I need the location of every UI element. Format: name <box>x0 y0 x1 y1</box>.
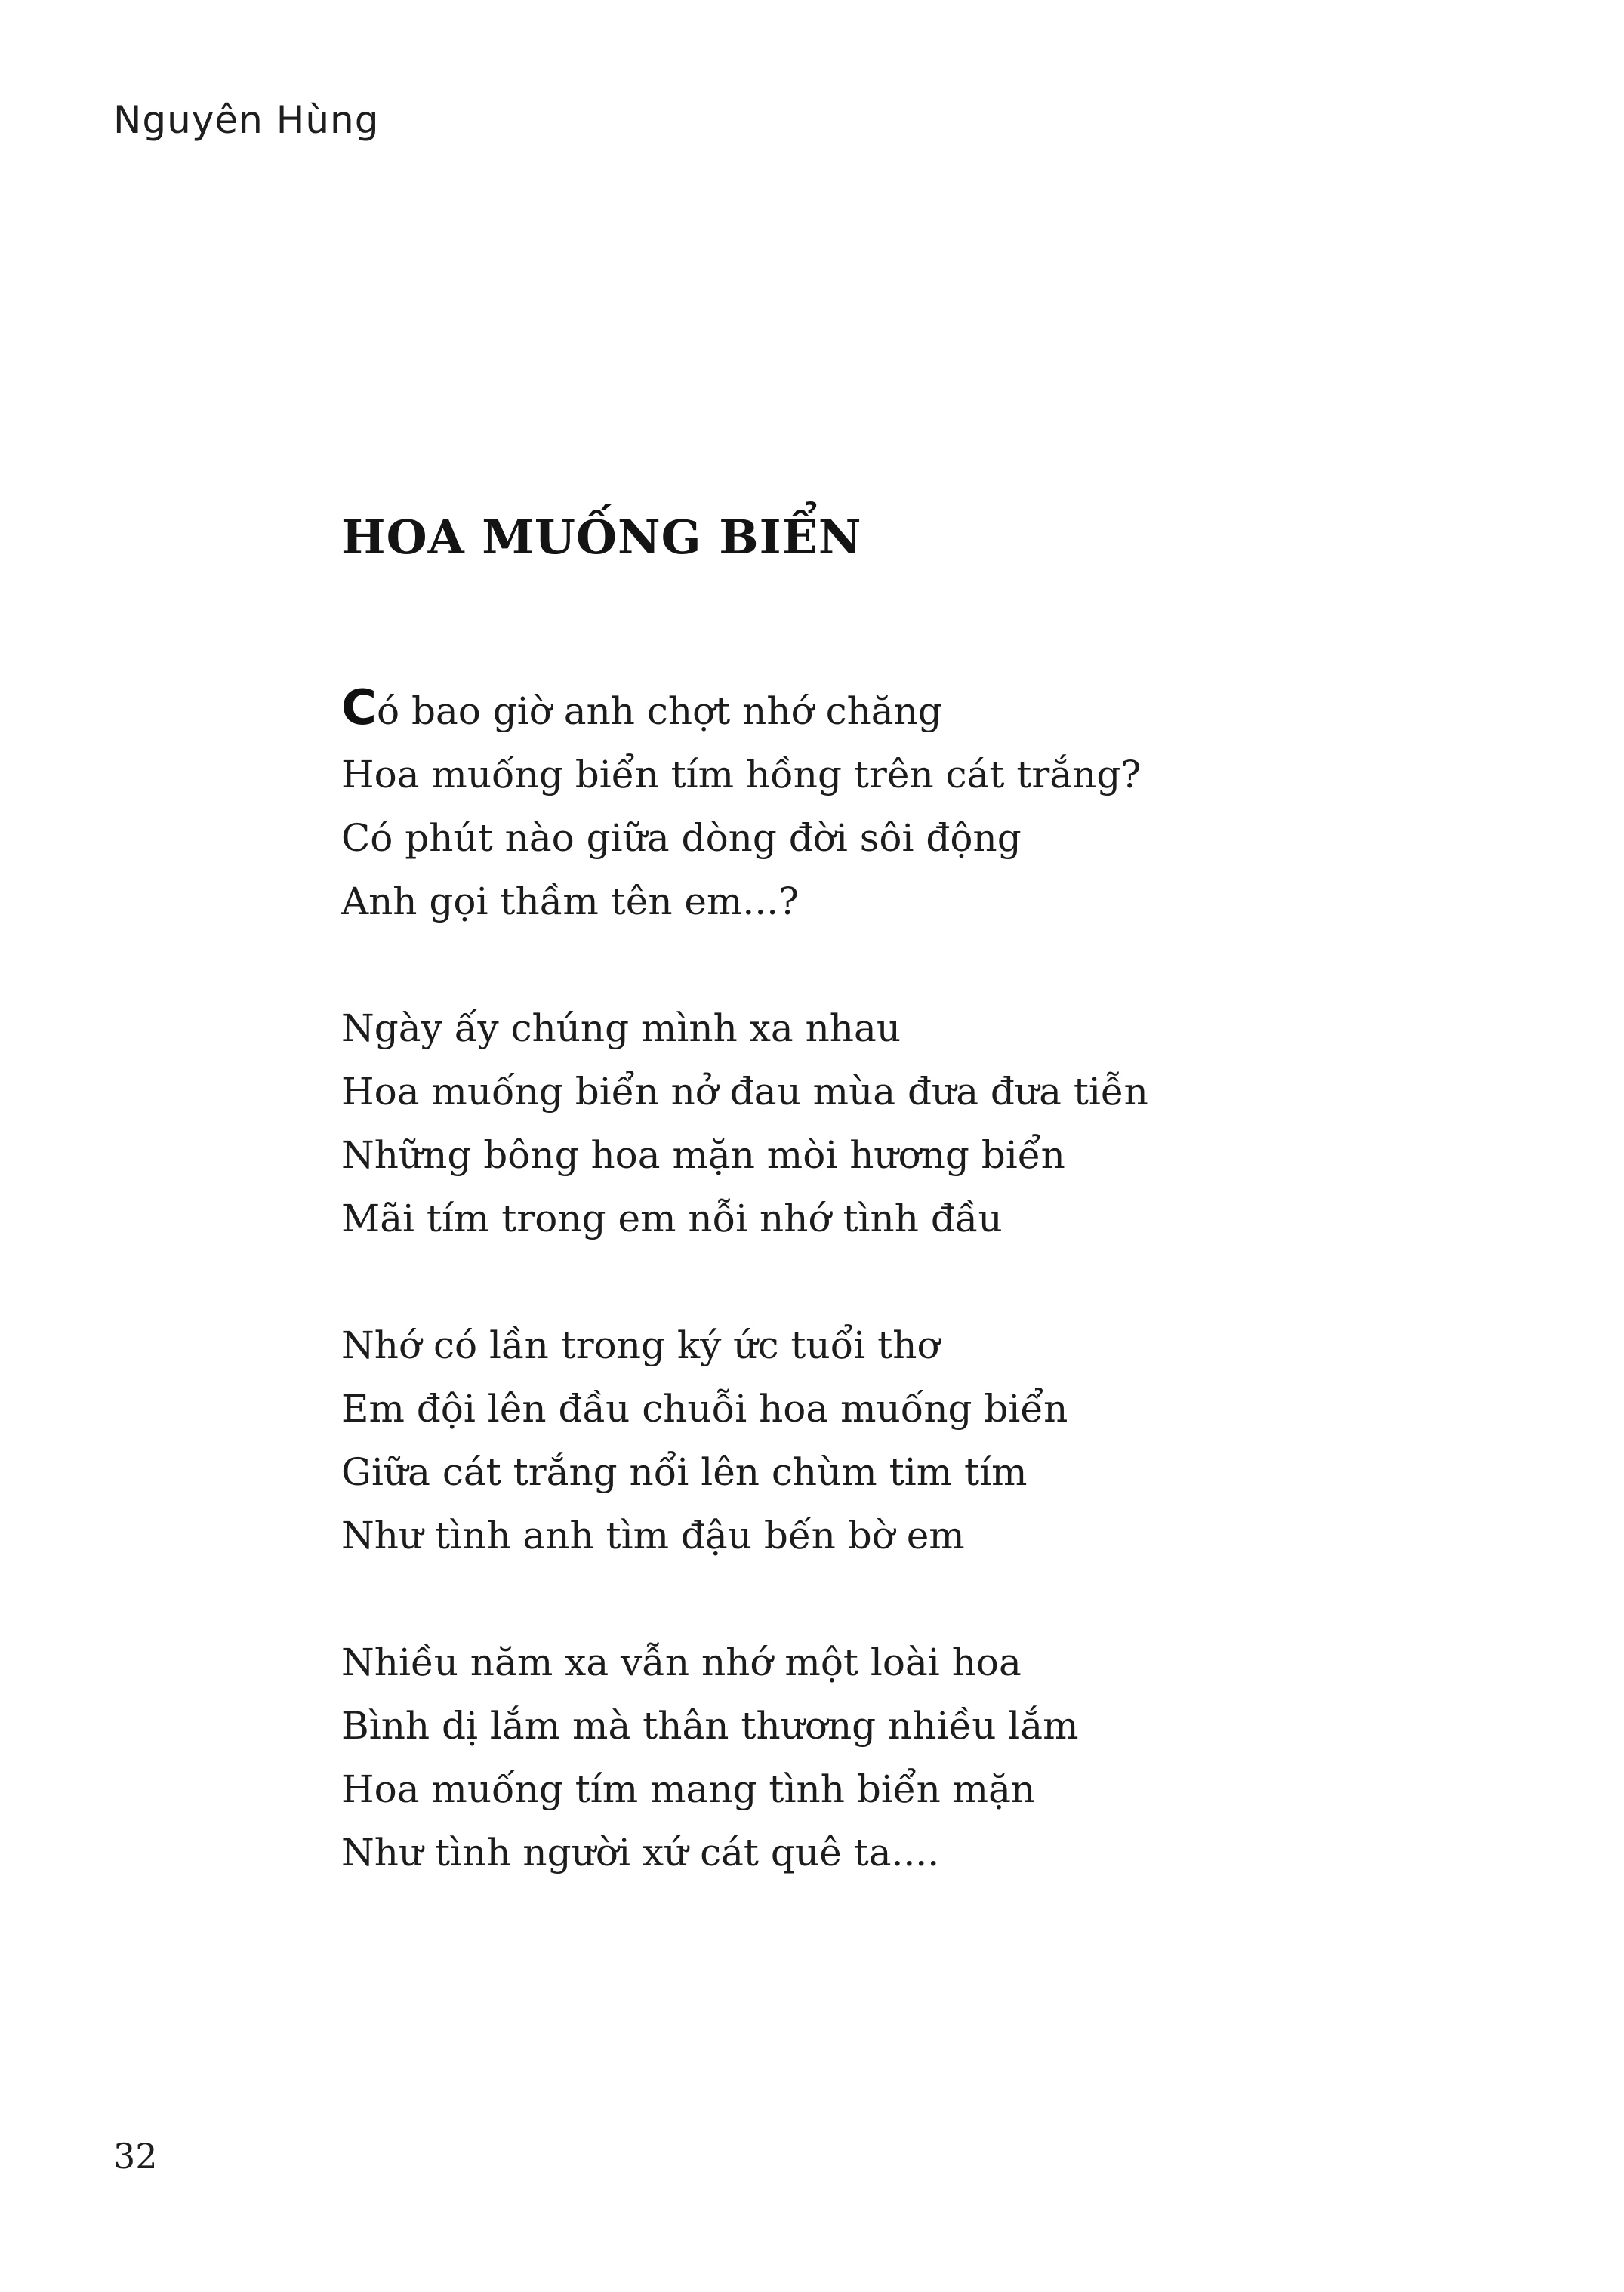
poem-line: Em đội lên đầu chuỗi hoa muống biển <box>341 1387 1068 1431</box>
poem-line: Bình dị lắm mà thân thương nhiều lắm <box>341 1704 1079 1748</box>
poem-line-first <box>341 676 1474 743</box>
poem-line: Có phút nào giữa dòng đời sôi động <box>341 816 1022 860</box>
poem-line: Ngày ấy chúng mình xa nhau <box>341 1006 901 1050</box>
poem-line: Nhiều năm xa vẫn nhớ một loài hoa <box>341 1640 1022 1684</box>
stanza-3 <box>341 1314 1474 1567</box>
running-header-author: Nguyên Hùng <box>113 98 380 142</box>
stanza-2 <box>341 997 1474 1250</box>
drop-cap-letter: C <box>341 680 377 736</box>
poem-line: Giữa cát trắng nổi lên chùm tim tím <box>341 1450 1028 1494</box>
poem-line: Như tình người xứ cát quê ta.... <box>341 1831 940 1875</box>
poem-line: Nhớ có lần trong ký ức tuổi thơ <box>341 1323 940 1367</box>
poem-line: Như tình anh tìm đậu bến bờ em <box>341 1514 965 1557</box>
poem-line: Anh gọi thầm tên em...? <box>341 880 799 923</box>
poem-line: Những bông hoa mặn mòi hương biển <box>341 1133 1065 1177</box>
poem-line: Hoa muống tím mang tình biển mặn <box>341 1767 1036 1811</box>
stanza-1 <box>341 676 1474 933</box>
stanza-4 <box>341 1631 1474 1884</box>
poem-line: Mãi tím trong em nỗi nhớ tình đầu <box>341 1197 1003 1240</box>
first-line-rest: ó bao giờ anh chợt nhớ chăng <box>376 689 942 733</box>
poem-line: Hoa muống biển tím hồng trên cát trắng? <box>341 753 1142 796</box>
poem-body <box>341 676 1474 1948</box>
poem-title: HOA MUỐNG BIỂN <box>341 510 862 565</box>
poem-line: Hoa muống biển nở đau mùa đưa đưa tiễn <box>341 1070 1148 1114</box>
page-number: 32 <box>113 2136 158 2176</box>
